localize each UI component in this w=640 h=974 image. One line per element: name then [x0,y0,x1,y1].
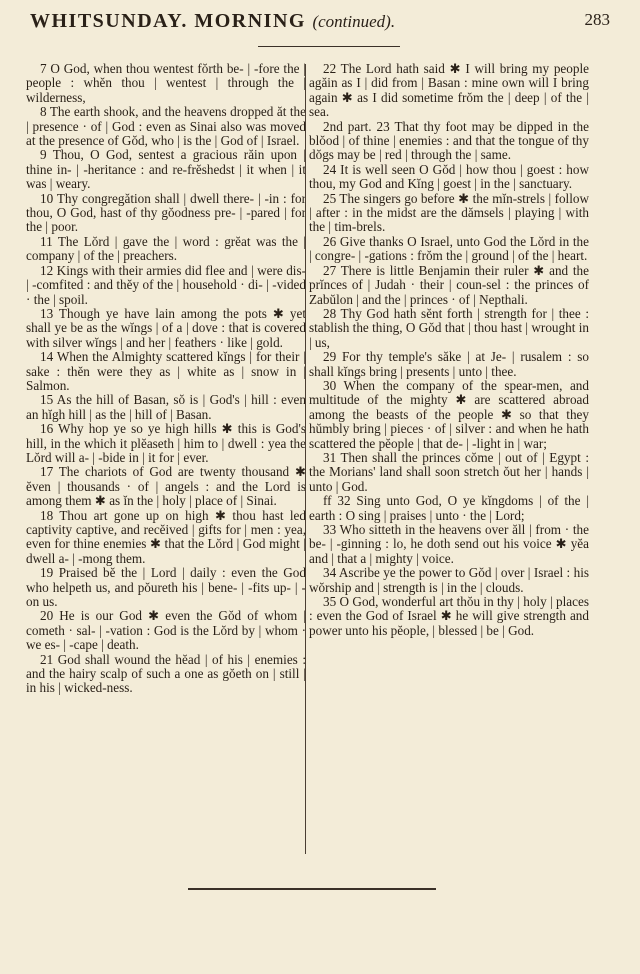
verse-18: 18 Thou art gone up on high ✱ thou hast led captivity captive, and recĕived | gifts for | men : yea, even for thine enemies ✱ that the Lŏrd | God might | dwell a- | -mong them. [26,507,306,566]
verse-25: 25 The singers go before ✱ the mĭn-strels | follow | after : in the midst are the dămsels | playing | with the | tim-brels. [309,190,589,235]
verse-22: 22 The Lord hath said ✱ I will bring my people agăin as I | did from | Basan : mine own will I bring again ✱ as I did sometime frŏm the | deep | of the | sea. [309,61,589,120]
verse-13: 13 Though ye have lain among the pots ✱ yet shall ye be as the wĭngs | of a | dove : that is covered with silver wĭngs | and her | feathers · like | gold. [26,305,306,350]
right-column [309,62,589,638]
verse-35: 35 O God, wonderful art thŏu in thy | holy | places : even the God of Israel ✱ he will give strength and power unto his pĕople, | blessed | be | God. [309,594,589,638]
end-rule [188,888,436,890]
column-divider [305,64,306,854]
page-header [30,8,610,36]
left-column [26,62,306,696]
verse-24: 24 It is well seen O Gŏd | how thou | goest : how thou, my God and Kĭng | goest | in the | sanctuary. [309,161,589,192]
verse-26: 26 Give thanks O Israel, unto God the Lŏrd in the | congre- | -gations : frŏm the | ground | of the | heart. [309,233,589,264]
page-title [30,10,395,33]
page-number: 283 [584,10,610,29]
verse-31: 31 Then shall the princes cŏme | out of | Egypt : the Morians' land shall soon stretch ŏut her | hands | unto | God. [309,449,589,494]
verse-17: 17 The chariots of God are twenty thousand ✱ ĕven | thousands · of | angels : and the Lord is among them ✱ as ĭn the | holy | place of | Sinai. [26,464,306,509]
verse-29: 29 For thy temple's săke | at Je- | rusalem : so shall kĭngs bring | presents | unto | thee. [309,349,589,379]
verse-34: 34 Ascribe ye the power to Gŏd | over | Israel : his wŏrship and | strength is | in the | clouds. [309,565,589,595]
verse-7: 7 O God, when thou wentest fŏrth be- | -fore the | people : whĕn thou | wentest | through the | wilderness, [26,61,306,105]
verse-8: 8 The earth shook, and the heavens dropped ăt the | presence · of | God : even as Sinai also was moved at the presence of Gŏd, who | is the | God of | Israel. [26,104,306,149]
verse-28: 28 Thy God hath sĕnt forth | strength for | thee : stablish the thing, O Gŏd that | thou hast | wrought in | us, [309,305,589,350]
verse-21: 21 God shall wound the hĕad | of his | enemies : and the hairy scalp of such a one as gŏeth on | still | in his | wicked-ness. [26,651,306,696]
header-rule [258,46,400,47]
title-continued: (continued). [312,12,396,31]
verse-33: 33 Who sitteth in the heavens over ăll | from · the be- | -ginning : lo, he doth send out his voice ✱ yĕa and | that a | mighty | voice. [309,522,589,566]
verse-12: 12 Kings with their armies did flee and | were dis- | -comfited : and thĕy of the | household · di- | -vided · the | spoil. [26,262,306,307]
verse-20: 20 He is our God ✱ even the Gŏd of whom | cometh · sal- | -vation : God is the Lŏrd by | whom · we es- | -cape | death. [26,608,306,653]
verse-23: 2nd part. 23 That thy foot may be dipped in the blŏod | of thine | enemies : and that the tongue of thy dŏgs may be | red | through the | same. [309,118,589,163]
verse-11: 11 The Lŏrd | gave the | word : grĕat was the | company | of the | preachers. [26,233,306,264]
verse-32: ff 32 Sing unto God, O ye kĭngdoms | of the | earth : O sing | praises | unto · the | Lord; [309,493,589,523]
verse-27: 27 There is little Benjamin their ruler ✱ and the prĭnces of | Judah · their | coun-sel : the princes of Zabŭlon | and the | princes · of | Nepthali. [309,262,589,307]
verse-14: 14 When the Almighty scattered kĭngs | for their | sake : thĕn were they as | white as | snow in | Salmon. [26,349,306,393]
verse-19: 19 Praised bĕ the | Lord | daily : even the God who helpeth us, and pŏureth his | bene- | -fits up- | -on us. [26,565,306,610]
title-text: WHITSUNDAY. MORNING [30,10,306,32]
verse-16: 16 Why hop ye so ye high hills ✱ this is God's hill, in the which it plĕaseth | him to | dwell : yea the Lŏrd will a- | -bide in | it for | ever. [26,421,306,465]
verse-9: 9 Thou, O God, sentest a gracious răin upon | thine in- | -heritance : and re-frĕshedst | it when | it was | weary. [26,147,306,192]
verse-30: 30 When the company of the spear-men, and multitude of the mighty ✱ are scattered abroad among the beasts of the people ✱ so that they hŭmbly bring | pieces · of | silver : and when he hath scattered the pĕople | that de- | -light in | war; [309,377,589,451]
verse-15: 15 As the hill of Basan, sŏ is | God's | hill : even an hĭgh hill | as the | hill of | Basan. [26,392,306,422]
verse-10: 10 Thy congregătion shall | dwell there- | -in : for thou, O God, hast of thy gŏodness pre- | -pared | for the | poor. [26,190,306,235]
